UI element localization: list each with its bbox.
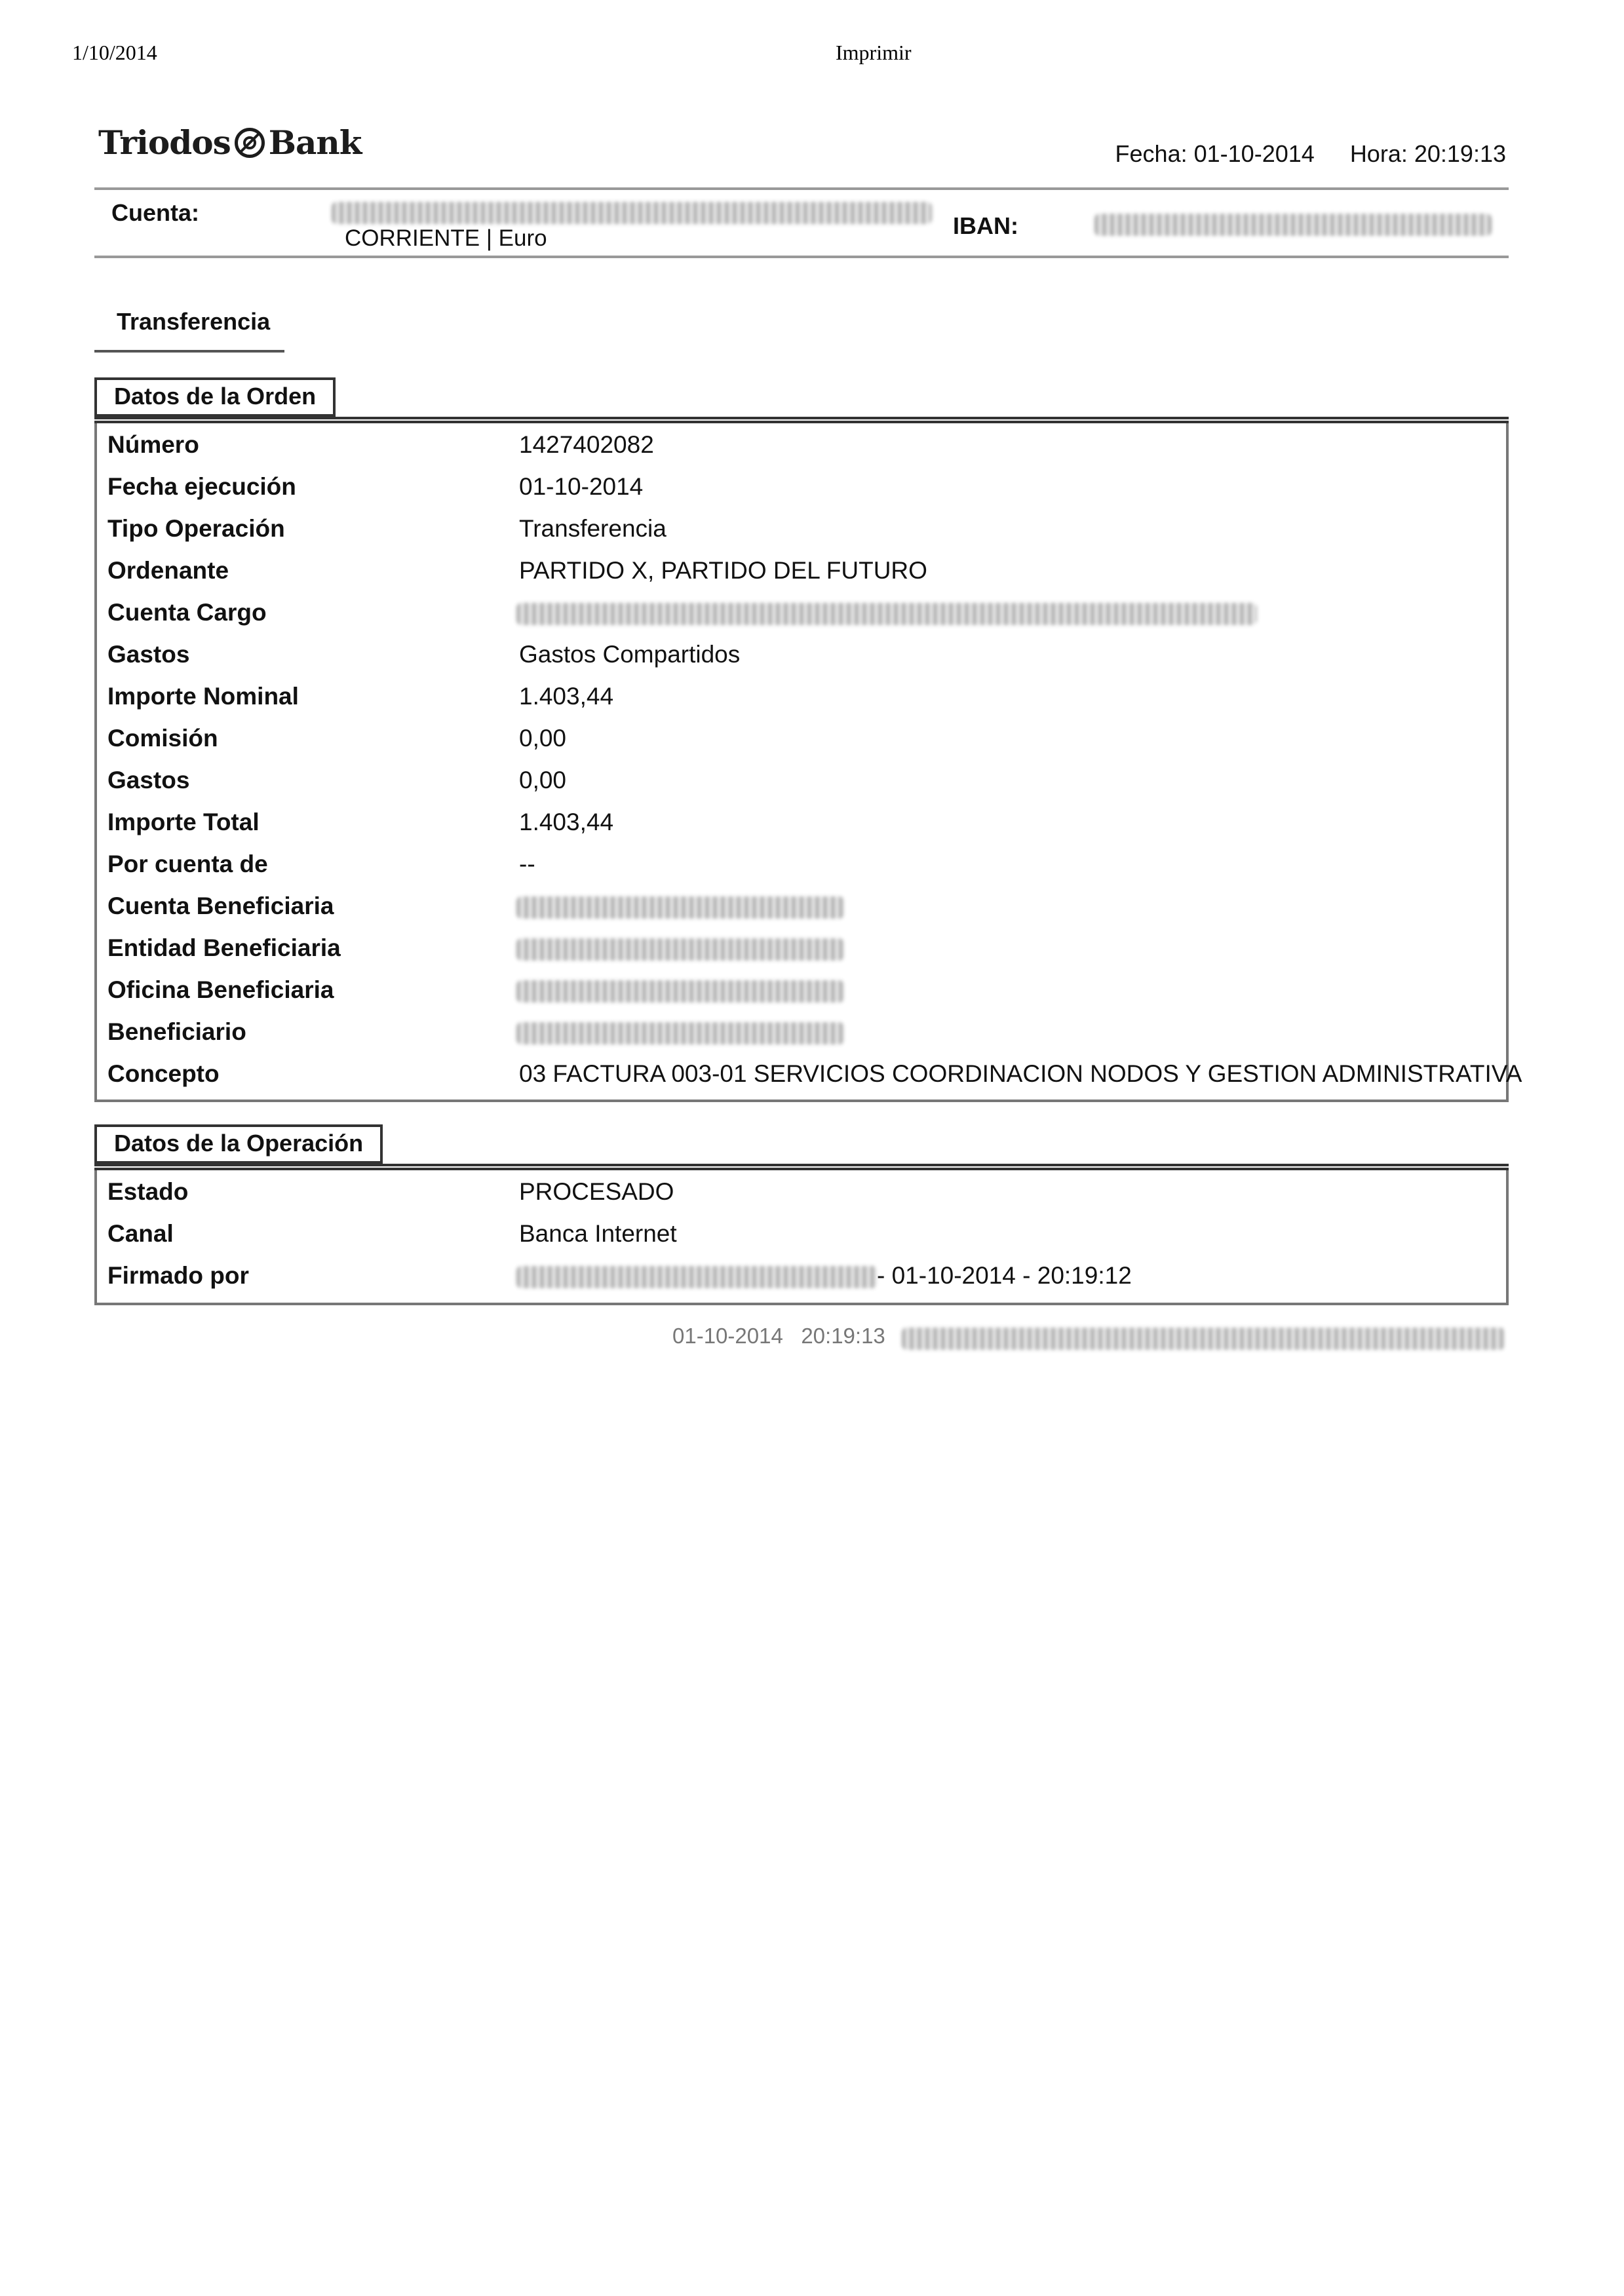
redacted-cuenta-cargo [516,603,1257,625]
order-section-title: Datos de la Orden [94,377,336,417]
redacted-entidad-beneficiaria [516,938,844,961]
iban-label: IBAN: [953,212,1018,239]
redacted-cuenta-beneficiaria [516,896,844,919]
table-row [97,1055,1522,1094]
redacted-oficina-beneficiaria [516,980,844,1003]
row-label: Beneficiario [107,1018,246,1045]
row-label: Fecha ejecución [107,473,296,500]
print-date: 1/10/2014 [72,41,157,64]
header-datetime [1115,140,1506,168]
table-row [97,719,1506,759]
row-value: PROCESADO [519,1178,674,1205]
table-row [97,761,1506,801]
row-label: Importe Nominal [107,683,299,710]
row-value: 03 FACTURA 003-01 SERVICIOS COORDINACION NODOS Y GESTION ADMINISTRATIVA [519,1060,1522,1087]
tab-transferencia[interactable]: Transferencia [117,308,271,335]
order-section-rule [94,417,1509,423]
redacted-iban [1094,214,1492,236]
triodos-logo-icon [235,128,265,158]
row-value: Gastos Compartidos [519,641,741,668]
operation-section-rule [94,1164,1509,1170]
row-value: - 01-10-2014 - 20:19:12 [877,1262,1132,1289]
triodos-bank-logo [98,123,361,162]
fecha-label: Fecha: [1115,140,1188,167]
print-title: Imprimir [836,41,912,64]
row-label: Comisión [107,725,218,752]
table-row [97,803,1506,843]
row-label: Ordenante [107,557,229,584]
table-row [97,971,1506,1010]
account-type: CORRIENTE | Euro [345,225,547,251]
table-row [97,929,1506,968]
row-label: Oficina Beneficiaria [107,976,334,1003]
row-value: 1.403,44 [519,809,614,835]
logo-text-left: Triodos [98,123,231,162]
row-label: Cuenta Cargo [107,599,267,626]
table-row [97,426,1506,465]
redacted-footer-user [902,1328,1505,1350]
footer-date: 01-10-2014 [672,1324,783,1348]
table-row [97,468,1506,507]
table-row [97,636,1506,675]
row-label: Canal [107,1220,174,1247]
row-value: 0,00 [519,767,567,794]
table-row [97,1257,1506,1296]
table-row [97,1173,1506,1212]
hora-value: 20:19:13 [1414,140,1506,167]
order-table [94,423,1522,1102]
row-value: 01-10-2014 [519,473,644,500]
row-value: Transferencia [519,515,667,542]
table-row [97,887,1506,927]
operation-section-title: Datos de la Operación [94,1124,383,1164]
row-label: Entidad Beneficiaria [107,934,341,961]
footer-time: 20:19:13 [801,1324,885,1348]
logo-text-right: Bank [268,123,362,162]
row-label: Estado [107,1178,189,1205]
row-label: Importe Total [107,809,260,835]
redacted-firmante [516,1266,877,1288]
row-value: Banca Internet [519,1220,677,1247]
row-value: 1.403,44 [519,683,614,710]
table-row [97,678,1506,717]
row-value: PARTIDO X, PARTIDO DEL FUTURO [519,557,927,584]
redacted-beneficiario [516,1022,844,1044]
fecha-value: 01-10-2014 [1193,140,1315,167]
row-label: Gastos [107,767,190,794]
account-bar [94,187,1509,258]
table-row [97,552,1506,591]
table-row [97,1215,1506,1254]
table-row [97,845,1506,885]
row-label: Cuenta Beneficiaria [107,892,334,919]
operation-table [94,1170,1509,1305]
table-row [97,1013,1506,1052]
row-label: Concepto [107,1060,220,1087]
row-value: 0,00 [519,725,567,752]
row-value: 1427402082 [519,431,654,458]
row-label: Gastos [107,641,190,668]
tab-underline [94,350,284,353]
cuenta-label: Cuenta: [111,199,199,226]
table-row [97,594,1506,633]
row-label: Por cuenta de [107,851,268,877]
hora-label: Hora: [1349,140,1408,167]
footer-timestamp [672,1324,885,1349]
row-label: Número [107,431,199,458]
row-label: Tipo Operación [107,515,285,542]
row-value: -- [519,851,535,877]
redacted-account-number [332,202,932,224]
table-row [97,510,1506,549]
row-label: Firmado por [107,1262,249,1289]
